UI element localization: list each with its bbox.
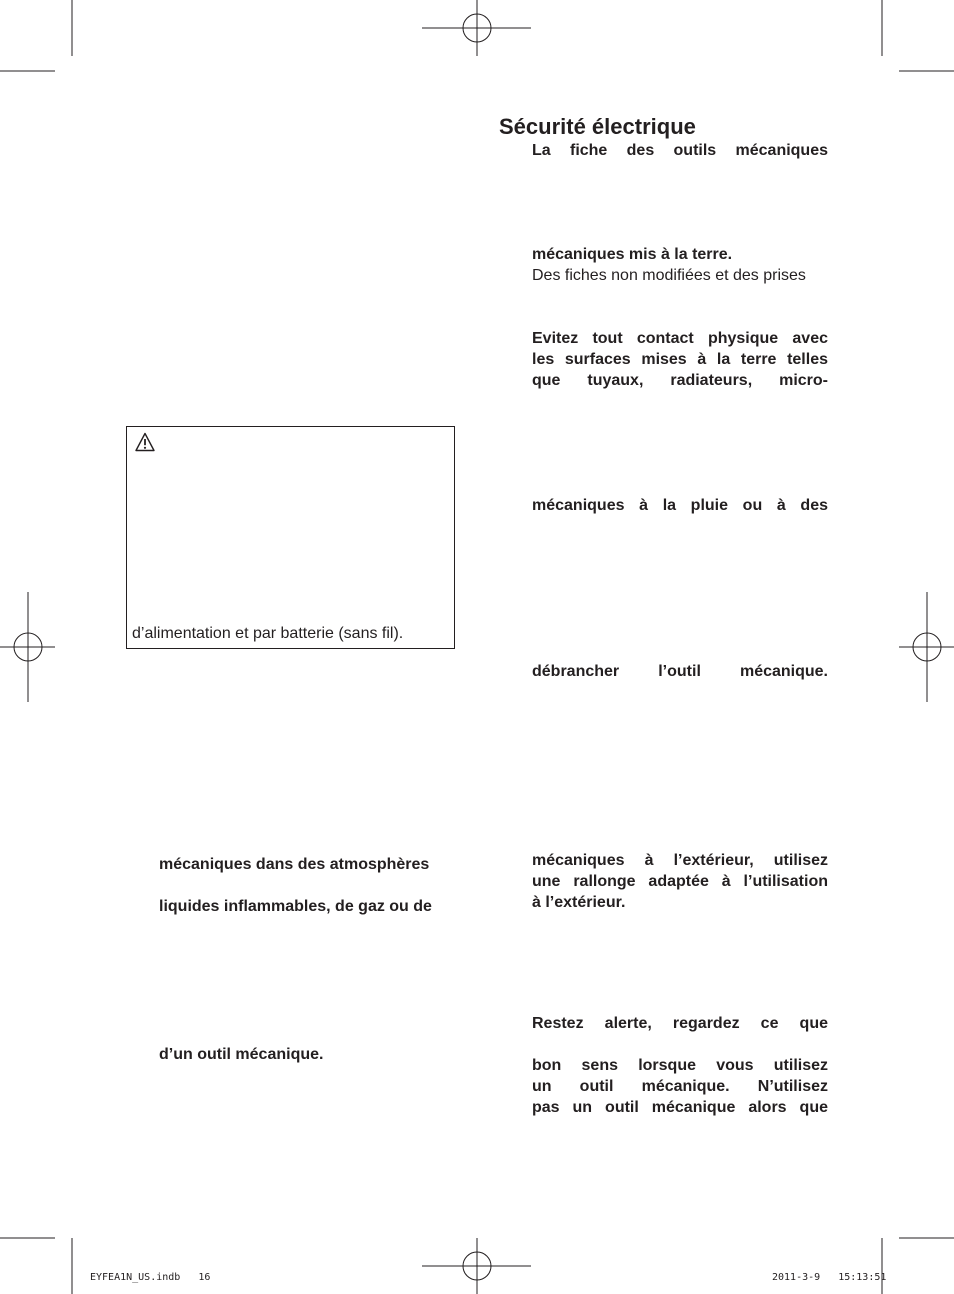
right-line-9: mécaniques à l’extérieur, utilisez	[532, 852, 828, 869]
right-line-2: mécaniques mis à la terre.	[532, 246, 733, 263]
section-title: Sécurité électrique	[499, 114, 696, 139]
right-line-10: une rallonge adaptée à l’utilisation	[532, 873, 828, 890]
warning-text: d’alimentation et par batterie (sans fil).	[132, 625, 404, 642]
right-line-1: La fiche des outils mécaniques	[532, 142, 828, 159]
right-line-11: à l’extérieur.	[532, 894, 626, 911]
right-line-5: les surfaces mises à la terre telles	[532, 351, 828, 368]
right-line-14: un outil mécanique. N’utilisez	[532, 1078, 828, 1095]
left-line-1: mécaniques dans des atmosphères	[159, 856, 430, 873]
right-line-7: mécaniques à la pluie ou à des	[532, 497, 828, 514]
right-line-3: Des fiches non modifiées et des prises	[532, 267, 806, 284]
footer-file-slug: EYFEA1N_US.indb 16	[90, 1272, 211, 1283]
right-line-8: débrancher l’outil mécanique.	[532, 663, 828, 680]
right-line-4: Evitez tout contact physique avec	[532, 330, 828, 347]
right-line-12: Restez alerte, regardez ce que	[532, 1015, 828, 1032]
left-line-2: liquides inflammables, de gaz ou de	[159, 898, 432, 915]
warning-triangle-icon	[135, 432, 155, 452]
footer-timestamp: 2011-3-9 15:13:51	[772, 1272, 887, 1283]
right-line-15: pas un outil mécanique alors que	[532, 1099, 828, 1116]
right-line-6: que tuyaux, radiateurs, micro-	[532, 372, 828, 389]
warning-box	[126, 426, 455, 649]
right-line-13: bon sens lorsque vous utilisez	[532, 1057, 828, 1074]
left-line-3: d’un outil mécanique.	[159, 1046, 324, 1063]
